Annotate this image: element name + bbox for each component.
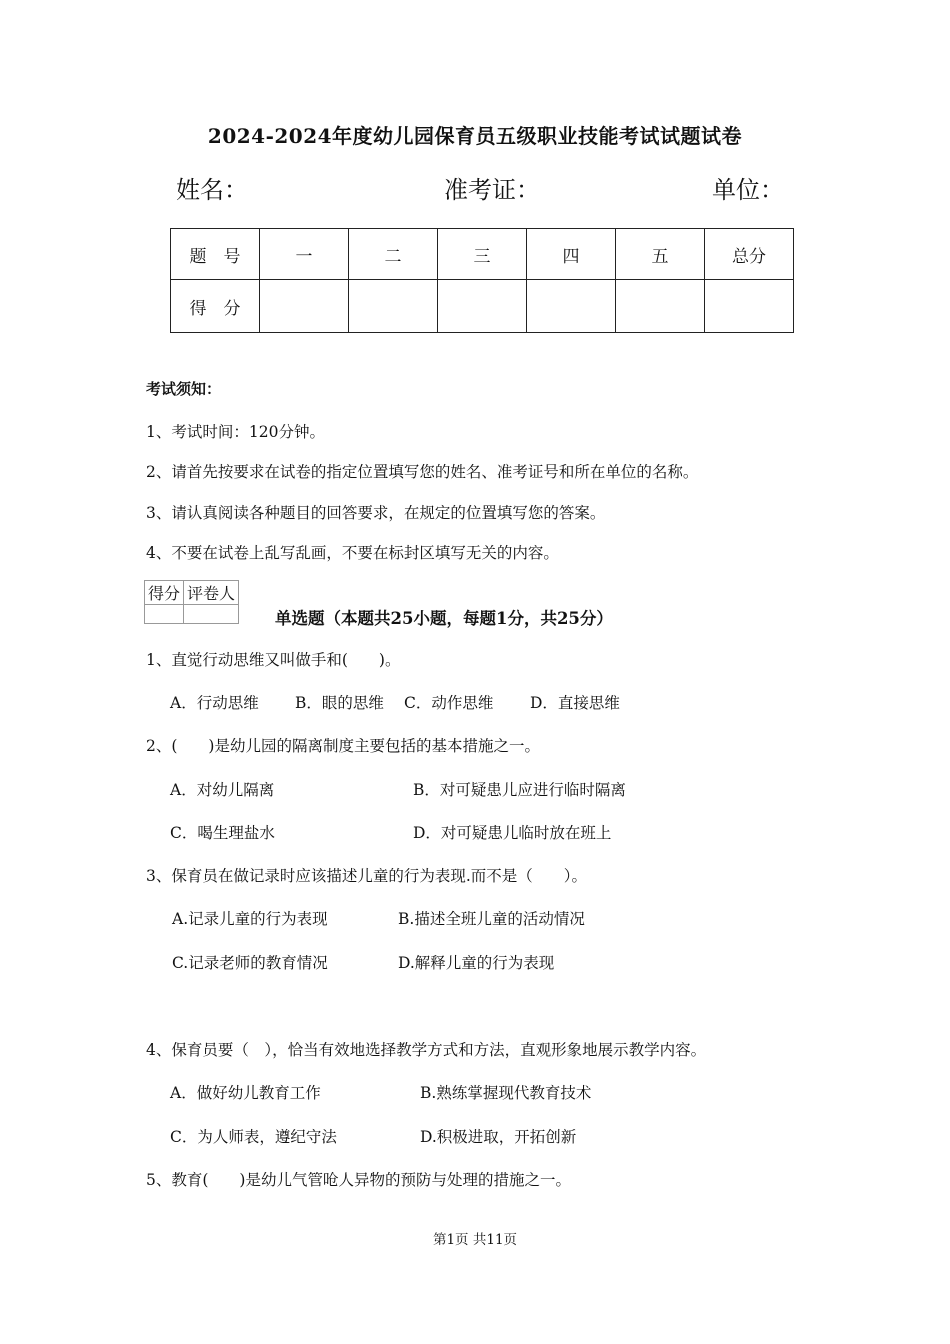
question-option[interactable]: A.记录儿童的行为表现 [172, 910, 328, 928]
page-title: 2024-2024年度幼儿园保育员五级职业技能考试试题试卷 [207, 124, 743, 148]
score-input-cell[interactable] [260, 280, 349, 333]
question-option[interactable]: D.积极进取，开拓创新 [420, 1128, 577, 1146]
score-input-cell[interactable] [616, 280, 705, 333]
name-label: 姓名： [176, 176, 248, 204]
score-table-score-row [171, 280, 794, 333]
question-stem: 1、直觉行动思维又叫做手和( )。 [146, 651, 401, 669]
score-table-cell: 五 [616, 229, 705, 280]
grader-name-label: 评卷人 [184, 581, 239, 605]
question-stem: 5、教育( )是幼儿气管呛人异物的预防与处理的措施之一。 [146, 1171, 571, 1189]
notes-item: 2、请首先按要求在试卷的指定位置填写您的姓名、准考证号和所在单位的名称。 [146, 463, 699, 481]
question-stem: 2、( )是幼儿园的隔离制度主要包括的基本措施之一。 [146, 737, 540, 755]
score-input-cell[interactable] [527, 280, 616, 333]
grader-name-cell[interactable] [184, 605, 239, 624]
question-option[interactable]: D．直接思维 [530, 694, 620, 712]
question-option[interactable]: B.描述全班儿童的活动情况 [398, 910, 585, 928]
notes-title: 考试须知： [146, 380, 222, 398]
section-title: 单选题（本题共25小题，每题1分，共25分） [275, 609, 613, 628]
question-option[interactable]: A．做好幼儿教育工作 [170, 1084, 321, 1102]
score-table-cell: 总分 [705, 229, 794, 280]
score-table [170, 228, 794, 333]
score-table-cell: 二 [349, 229, 438, 280]
notes-item: 1、考试时间：120分钟。 [146, 423, 325, 441]
question-option[interactable]: A．对幼儿隔离 [170, 781, 275, 799]
score-table-header-row [171, 229, 794, 280]
question-stem: 3、保育员在做记录时应该描述儿童的行为表现.而不是（ ）。 [146, 867, 588, 885]
grader-score-label: 得分 [145, 581, 184, 605]
score-input-cell[interactable] [438, 280, 527, 333]
notes-item: 4、不要在试卷上乱写乱画，不要在标封区填写无关的内容。 [146, 544, 559, 562]
page-footer: 第1页 共11页 [432, 1232, 518, 1248]
question-stem: 4、保育员要（ ），恰当有效地选择教学方式和方法，直观形象地展示教学内容。 [146, 1041, 707, 1059]
exam-number-label: 准考证： [444, 176, 540, 204]
score-input-cell[interactable] [705, 280, 794, 333]
grader-score-cell[interactable] [145, 605, 184, 624]
question-option[interactable]: A．行动思维 [170, 694, 259, 712]
question-option[interactable]: C.记录老师的教育情况 [172, 954, 328, 972]
question-option[interactable]: D.解释儿童的行为表现 [398, 954, 555, 972]
question-option[interactable]: B.熟练掌握现代教育技术 [420, 1084, 592, 1102]
question-option[interactable]: C．为人师表，遵纪守法 [170, 1128, 337, 1146]
question-option[interactable]: C．喝生理盐水 [170, 824, 275, 842]
score-input-cell[interactable] [349, 280, 438, 333]
score-table-cell: 得 分 [171, 280, 260, 333]
question-option[interactable]: C．动作思维 [404, 694, 494, 712]
score-table-cell: 三 [438, 229, 527, 280]
score-table-cell: 四 [527, 229, 616, 280]
question-option[interactable]: B．对可疑患儿应进行临时隔离 [413, 781, 626, 799]
grader-box [144, 580, 239, 624]
question-option[interactable]: D．对可疑患儿临时放在班上 [413, 824, 612, 842]
score-table-cell: 一 [260, 229, 349, 280]
unit-label: 单位： [712, 176, 784, 204]
question-option[interactable]: B．眼的思维 [295, 694, 384, 712]
notes-item: 3、请认真阅读各种题目的回答要求，在规定的位置填写您的答案。 [146, 504, 606, 522]
score-table-cell: 题 号 [171, 229, 260, 280]
